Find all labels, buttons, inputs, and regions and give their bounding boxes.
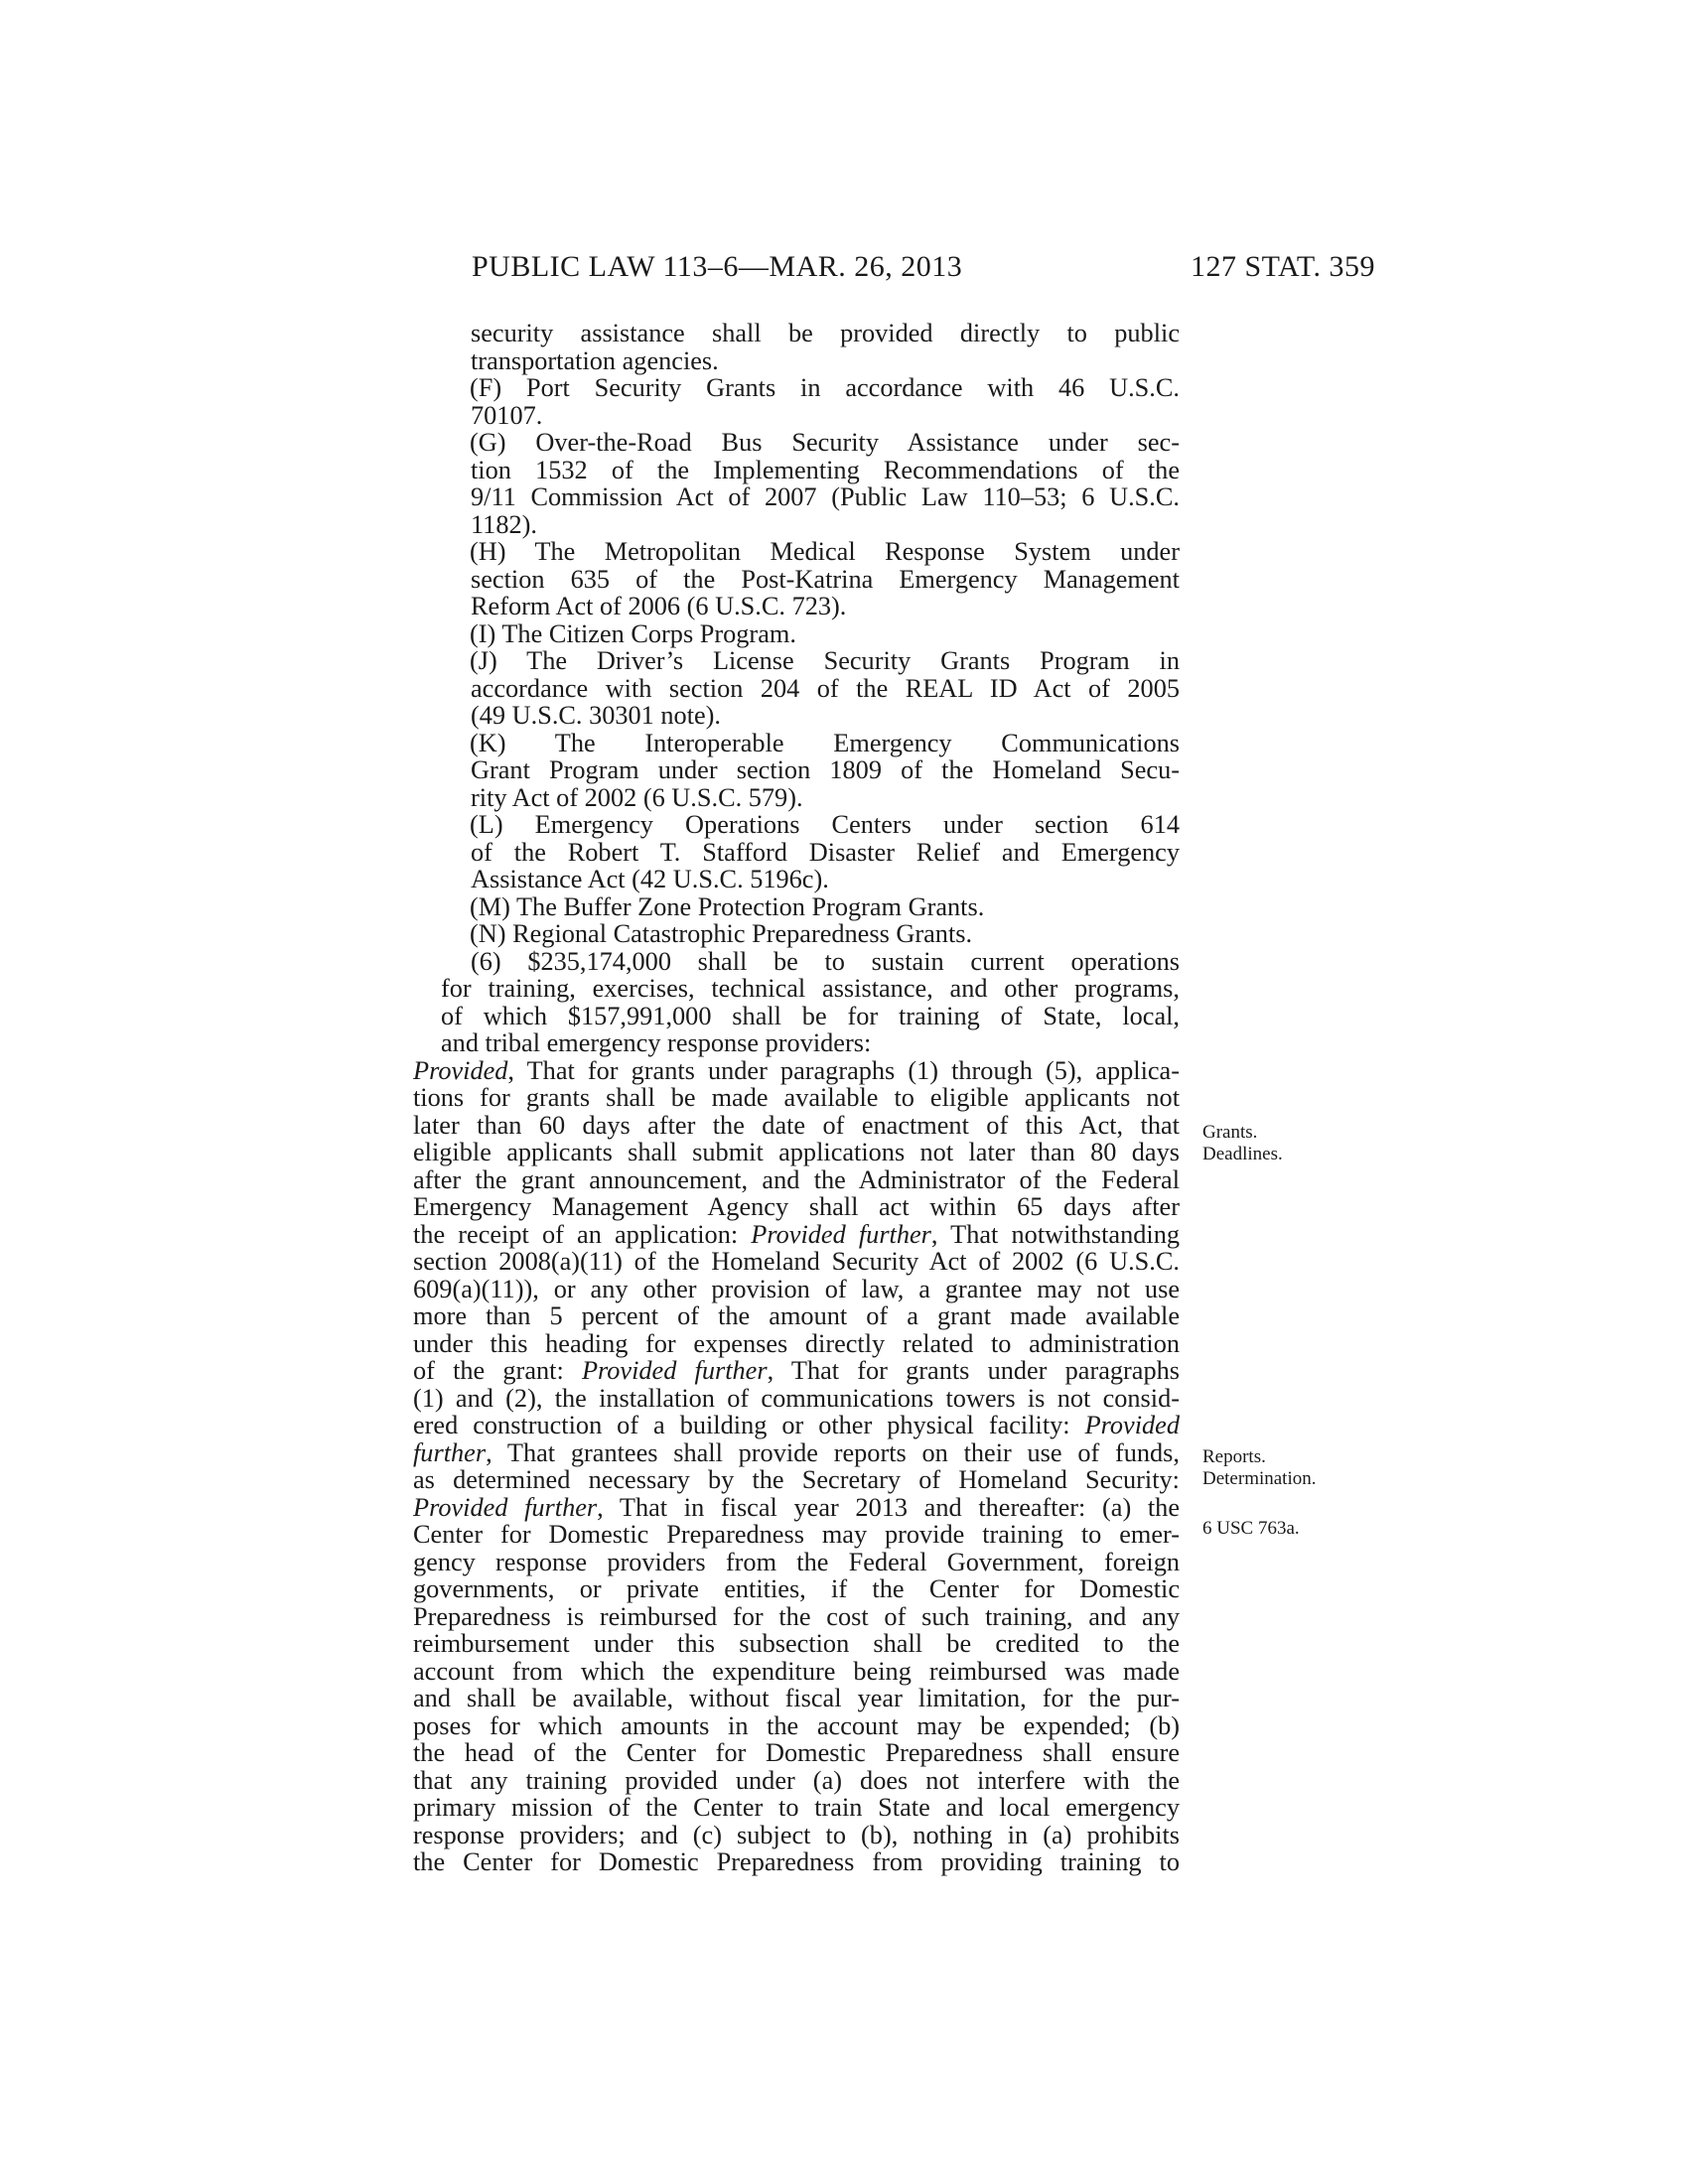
text-line: 70107.	[471, 400, 543, 430]
text-line: (G) Over-the-Road Bus Security Assistance under sec-	[470, 428, 1180, 457]
text-line: (I) The Citizen Corps Program.	[470, 618, 796, 648]
margin-note-line: 6 USC 763a.	[1202, 1518, 1300, 1539]
text-line: after the grant announcement, and the Administrator of the Federal	[413, 1164, 1180, 1194]
text-line: the Center for Domestic Preparedness from providing training to	[413, 1847, 1180, 1876]
text-line: (49 U.S.C. 30301 note).	[471, 701, 722, 730]
text-line: (H) The Metropolitan Medical Response System under	[470, 537, 1180, 566]
text-line: transportation agencies.	[471, 345, 719, 375]
running-header	[472, 250, 1375, 290]
text-line: and shall be available, without fiscal year limitation, for the pur-	[413, 1684, 1180, 1712]
text-line: further, That grantees shall provide reports on their use of funds,	[413, 1437, 1180, 1467]
text-line: Assistance Act (42 U.S.C. 5196c).	[471, 865, 829, 893]
text-line: the head of the Center for Domestic Preparedness shall ensure	[413, 1738, 1180, 1767]
text-line: accordance with section 204 of the REAL ID Act of 2005	[471, 673, 1180, 703]
text-line: (M) The Buffer Zone Protection Program Grants.	[470, 891, 985, 921]
text-line: 1182).	[471, 509, 537, 539]
text-line: (N) Regional Catastrophic Preparedness Grants.	[470, 919, 973, 948]
text-line: later than 60 days after the date of enactment of this Act, that	[413, 1110, 1180, 1140]
margin-note-reports	[1202, 1446, 1317, 1490]
text-line: tions for grants shall be made available to eligible applicants not	[413, 1083, 1180, 1112]
text-line: Provided, That for grants under paragraphs (1) through (5), applica-	[413, 1055, 1180, 1085]
text-line: the receipt of an application: Provided further, That notwithstanding	[413, 1219, 1180, 1249]
text-line: Preparedness is reimbursed for the cost of such training, and any	[413, 1601, 1180, 1631]
text-line: governments, or private entities, if the Center for Domestic	[413, 1574, 1180, 1603]
text-line: (J) The Driver’s License Security Grants Program in	[470, 646, 1180, 675]
law-title: PUBLIC LAW 113–6—MAR. 26, 2013	[472, 250, 963, 283]
text-line: Center for Domestic Preparedness may provide training to emer-	[413, 1520, 1180, 1549]
margin-note-line: Reports.	[1202, 1446, 1266, 1467]
text-line: Provided further, That in fiscal year 2013 and thereafter: (a) the	[413, 1492, 1180, 1522]
text-line: under this heading for expenses directly related to administration	[413, 1328, 1180, 1358]
text-line: 609(a)(11)), or any other provision of law, a grantee may not use	[413, 1274, 1180, 1303]
text-line: that any training provided under (a) does not interfere with the	[413, 1765, 1180, 1795]
text-line: (6) $235,174,000 shall be to sustain current operations	[471, 946, 1180, 976]
margin-note-line: Grants.	[1202, 1122, 1258, 1143]
margin-note-grants	[1202, 1122, 1283, 1165]
text-line: 9/11 Commission Act of 2007 (Public Law 110–53; 6 U.S.C.	[471, 482, 1180, 511]
body-text	[413, 320, 1180, 1876]
text-line: response providers; and (c) subject to (b), nothing in (a) prohibits	[413, 1820, 1180, 1849]
text-line: of the Robert T. Stafford Disaster Relief and Emergency	[471, 837, 1180, 867]
text-line: of the grant: Provided further, That for grants under paragraphs	[413, 1356, 1180, 1385]
margin-note-line: Deadlines.	[1202, 1144, 1283, 1164]
text-line: gency response providers from the Federal Government, foreign	[413, 1547, 1180, 1576]
text-line: tion 1532 of the Implementing Recommendations of the	[471, 455, 1180, 484]
text-line: more than 5 percent of the amount of a grant made available	[413, 1301, 1180, 1330]
text-line: of which $157,991,000 shall be for training of State, local,	[441, 1001, 1180, 1030]
text-line: Emergency Management Agency shall act within 65 days after	[413, 1192, 1180, 1221]
text-line: ered construction of a building or other physical facility: Provided	[413, 1411, 1180, 1439]
text-line: reimbursement under this subsection shall be credited to the	[413, 1629, 1180, 1658]
text-line: (1) and (2), the installation of communications towers is not consid-	[413, 1383, 1180, 1413]
text-line: and tribal emergency response providers:	[441, 1028, 872, 1057]
text-line: section 635 of the Post-Katrina Emergency Management	[471, 564, 1180, 594]
text-line: (L) Emergency Operations Centers under section 614	[470, 810, 1180, 839]
text-line: as determined necessary by the Secretary of Homeland Security:	[413, 1465, 1180, 1494]
text-line: account from which the expenditure being reimbursed was made	[413, 1656, 1180, 1686]
margin-note-usc	[1202, 1518, 1300, 1540]
text-line: Reform Act of 2006 (6 U.S.C. 723).	[471, 592, 847, 620]
text-line: (F) Port Security Grants in accordance with 46 U.S.C.	[470, 373, 1180, 402]
page-number: 127 STAT. 359	[1190, 250, 1375, 283]
text-line: section 2008(a)(11) of the Homeland Security Act of 2002 (6 U.S.C.	[413, 1247, 1180, 1276]
text-line: primary mission of the Center to train State and local emergency	[413, 1793, 1180, 1822]
text-line: eligible applicants shall submit applications not later than 80 days	[413, 1138, 1180, 1166]
text-line: poses for which amounts in the account may be expended; (b)	[413, 1710, 1180, 1740]
margin-note-line: Determination.	[1202, 1468, 1317, 1489]
text-line: rity Act of 2002 (6 U.S.C. 579).	[471, 782, 803, 812]
text-line: (K) The Interoperable Emergency Communications	[470, 728, 1180, 757]
text-line: Grant Program under section 1809 of the Homeland Secu-	[471, 755, 1180, 784]
text-line: for training, exercises, technical assistance, and other programs,	[441, 974, 1180, 1003]
text-line: security assistance shall be provided directly to public	[471, 319, 1180, 347]
